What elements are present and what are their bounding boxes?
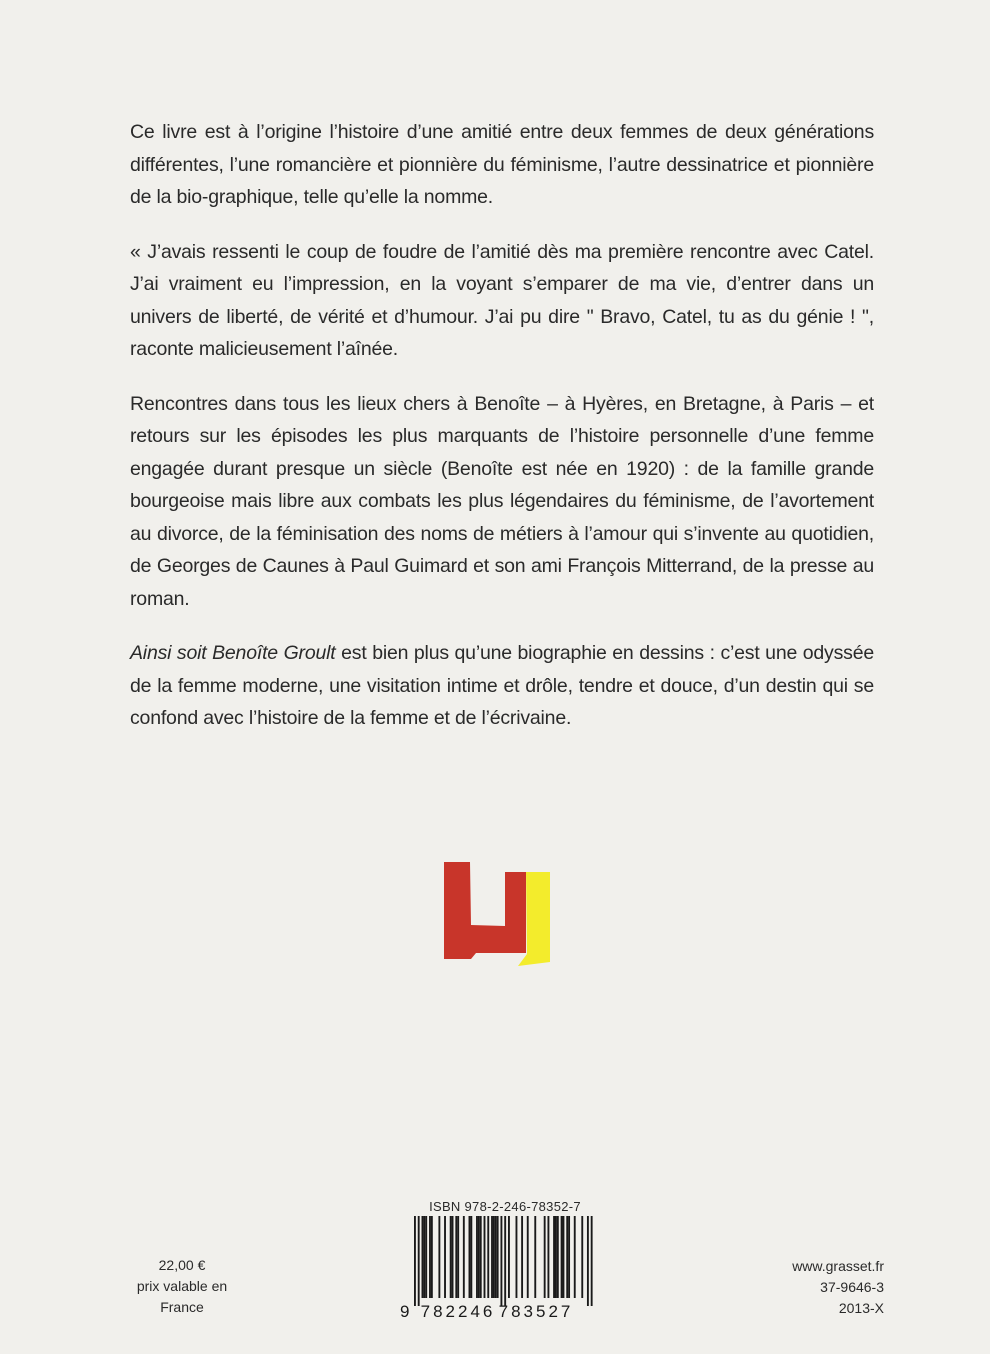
barcode-bar	[591, 1216, 593, 1306]
barcode-bar	[495, 1216, 497, 1298]
barcode-bar	[480, 1216, 482, 1298]
barcode-bar	[568, 1216, 570, 1298]
barcode-bar	[527, 1216, 529, 1298]
blurb-paragraph-4	[130, 637, 874, 735]
barcode-bar	[500, 1216, 502, 1306]
barcode-bar	[455, 1216, 457, 1298]
barcode-bar	[547, 1216, 549, 1298]
barcode-bar	[516, 1216, 518, 1298]
barcode-bar	[431, 1216, 433, 1298]
blurb-paragraph-1: Ce livre est à l’origine l’histoire d’une amitié entre deux femmes de deux générations différentes, l’une romancière et pionnière du féminisme, l’autre dessinatrice et pionnière de la bio-graphique, telle qu’elle la nomme.	[130, 121, 874, 208]
barcode-bar	[429, 1216, 431, 1298]
price-amount: 22,00 €	[158, 1257, 206, 1273]
logo-red-shape	[444, 862, 526, 959]
blurb-paragraph-2: « J’avais ressenti le coup de foudre de l’amitié dès ma première rencontre avec Catel. J’ai vraiment eu l’impression, en la voyant s’emparer de ma vie, d’entrer dans un univers de liberté, de vérité et d’humour. J’ai pu dire " Bravo, Catel, tu as du génie ! ", raconte malicieusement l’aînée.	[130, 240, 874, 360]
isbn-barcode	[398, 1216, 594, 1320]
barcode-bar	[469, 1216, 471, 1298]
barcode-bar	[418, 1216, 420, 1306]
barcode-bar	[493, 1216, 495, 1298]
barcode-bar	[497, 1216, 499, 1298]
price-note-line-1: prix valable en	[136, 1278, 228, 1294]
blurb-paragraph-3: Rencontres dans tous les lieux chers à Benoîte – à Hyères, en Bretagne, à Paris – et retours sur les épisodes les plus marquants de l’histoire personnelle d’une femme engagée durant presque un siècle (Benoîte est née en 1920) : de la famille grande bourgeoise mais libre aux combats les plus légendaires du féminisme, de l’avortement au divorce, de la féminisation des noms de métiers à l’amour qui s’invente au quotidien, de Georges de Caunes à Paul Guimard et son ami François Mitterrand, de la presse au roman.	[130, 392, 874, 610]
barcode-first-digit: 9	[400, 1302, 410, 1320]
barcode-bar	[452, 1216, 454, 1298]
price-block	[120, 1255, 244, 1318]
publisher-website: www.grasset.fr	[792, 1258, 884, 1274]
barcode-bar	[484, 1216, 486, 1298]
barcode-bar	[438, 1216, 440, 1298]
barcode-bar	[566, 1216, 568, 1298]
barcode-bar	[463, 1216, 465, 1298]
barcode-bar	[425, 1216, 427, 1298]
barcode-bar	[414, 1216, 416, 1306]
barcode-bar	[557, 1216, 559, 1298]
barcode-bar	[581, 1216, 583, 1298]
publisher-edition: 2013-X	[838, 1300, 884, 1316]
barcode-left-digits: 782246	[420, 1302, 496, 1320]
book-title-italic: Ainsi soit Benoîte Groult	[130, 642, 336, 664]
barcode-bar	[508, 1216, 510, 1298]
barcode-bars	[414, 1216, 593, 1306]
blurb-paragraph-4-text: est bien plus qu’une biographie en dessins : c’est une odyssée de la femme moderne, une visitation intime et drôle, tendre et douce, d’un destin qui se confond avec l’histoire de la femme et de l’écrivaine.	[130, 642, 874, 729]
barcode-bar	[555, 1216, 557, 1298]
barcode-bar	[444, 1216, 446, 1298]
publisher-info	[792, 1256, 884, 1319]
back-cover-blurb	[130, 116, 874, 735]
barcode-bar	[470, 1216, 472, 1298]
barcode-bar	[534, 1216, 536, 1298]
barcode-bar	[478, 1216, 480, 1298]
barcode-right-digits: 783527	[498, 1302, 574, 1320]
barcode-bar	[563, 1216, 565, 1298]
barcode-bar	[574, 1216, 576, 1298]
barcode-bar	[544, 1216, 546, 1298]
barcode-bar	[504, 1216, 506, 1306]
barcode-bar	[422, 1216, 424, 1298]
barcode-bar	[587, 1216, 589, 1306]
barcode-bar	[457, 1216, 459, 1298]
publisher-code: 37-9646-3	[820, 1279, 884, 1295]
barcode-bar	[561, 1216, 563, 1298]
barcode-bar	[487, 1216, 489, 1298]
publisher-logo-icon	[444, 862, 550, 968]
isbn-label: ISBN 978-2-246-78352-7	[429, 1199, 581, 1214]
barcode-bar	[476, 1216, 478, 1298]
barcode-bar	[553, 1216, 555, 1298]
barcode-bar	[521, 1216, 523, 1298]
barcode-bar	[491, 1216, 493, 1298]
barcode-bar	[423, 1216, 425, 1298]
barcode-bar	[450, 1216, 452, 1298]
price-note-line-2: France	[160, 1299, 204, 1315]
